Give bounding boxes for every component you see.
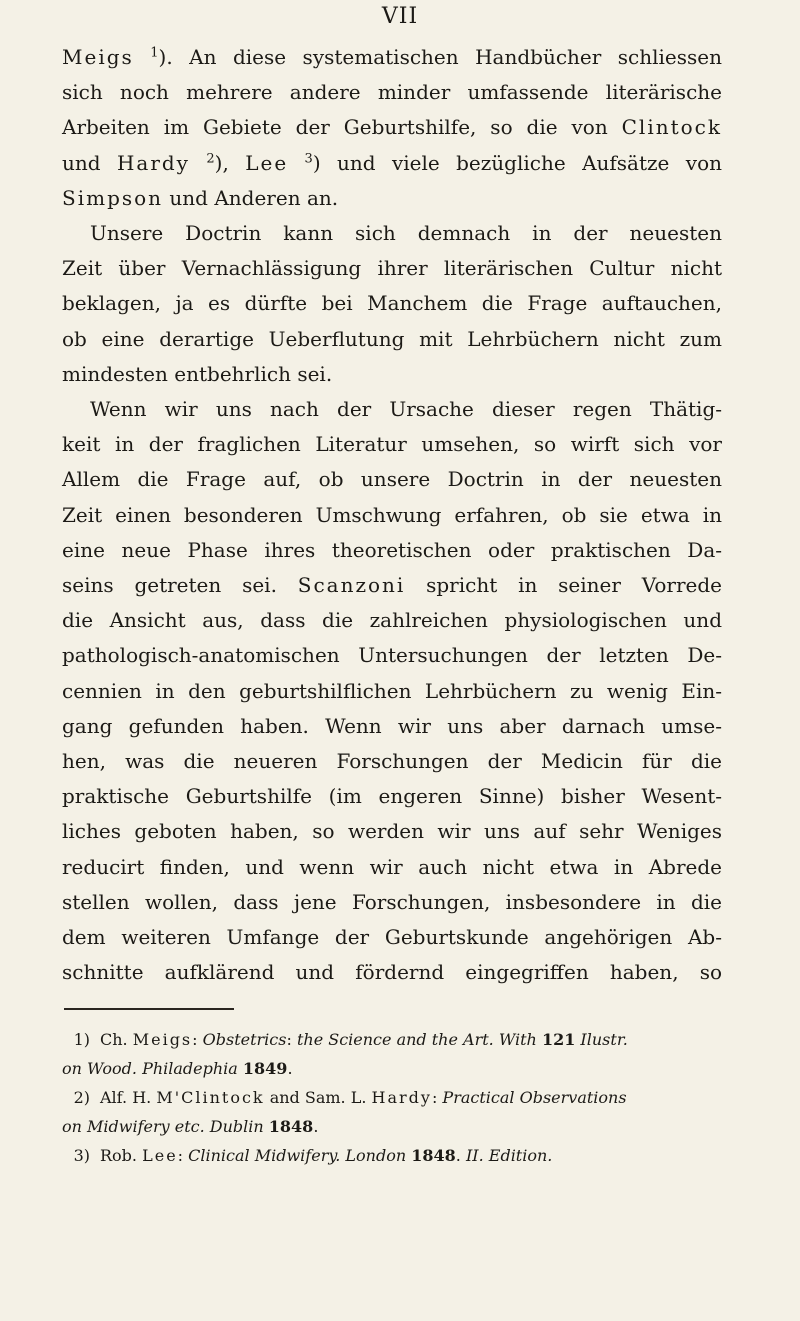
footnote-line: [62, 1083, 722, 1112]
italic-text: Clinical Midwifery. London: [188, 1146, 412, 1165]
footnote-line: [62, 1054, 722, 1083]
text-line: [62, 75, 722, 110]
text-line: [62, 181, 722, 216]
text-segment: keit in der fraglichen Literatur umsehen, so wirft sich vor: [62, 432, 722, 457]
text-segment: :: [192, 1030, 203, 1049]
text-line: [62, 427, 722, 462]
text-segment: .: [313, 1117, 319, 1136]
text-line: [62, 357, 722, 392]
footnote-line: [62, 1025, 722, 1054]
text-line: [62, 568, 722, 603]
text-line: [62, 955, 722, 990]
text-line: [62, 251, 722, 286]
author-name: Clintock: [621, 115, 722, 140]
footnote-line: [62, 1112, 722, 1141]
text-line: [62, 392, 722, 427]
footnote-rule: [64, 1008, 234, 1010]
text-line: [62, 322, 722, 357]
text-line: [62, 638, 722, 673]
text-segment: beklagen, ja es dürfte bei Manchem die Frage auftauchen,: [62, 291, 722, 316]
bold-text: 121: [541, 1030, 576, 1049]
italic-text: the Science and the Art. With: [296, 1030, 542, 1049]
italic-text: II. Edition.: [465, 1146, 553, 1165]
text-segment: [190, 151, 206, 175]
text-line: [62, 462, 722, 497]
body-text: [62, 40, 722, 990]
text-segment: liches geboten haben, so werden wir uns auf sehr Weniges: [62, 819, 722, 844]
text-segment: spricht in seiner Vorrede: [405, 573, 722, 598]
italic-text: on Midwifery etc. Dublin: [62, 1117, 269, 1136]
text-segment: .: [287, 1059, 293, 1078]
text-segment: Arbeiten im Gebiete der Geburtshilfe, so die von: [62, 115, 622, 140]
text-line: [62, 146, 722, 181]
italic-text: Obstetrics: [202, 1030, 287, 1049]
text-line: [62, 498, 722, 533]
italic-text: Practical Observations: [442, 1088, 627, 1107]
text-segment: cennien in den geburtshilflichen Lehrbüchern zu wenig Ein-: [62, 678, 722, 703]
text-line: [62, 674, 722, 709]
text-segment: eine neue Phase ihres theoretischen oder praktischen Da-: [62, 537, 722, 562]
italic-text: on Wood. Philadephia: [62, 1059, 243, 1078]
author-name: Lee: [142, 1146, 178, 1165]
text-line: [62, 744, 722, 779]
bold-text: 1848: [268, 1117, 314, 1136]
text-segment: gang gefunden haben. Wenn wir uns aber darnach umse-: [62, 713, 722, 738]
text-segment: stellen wollen, dass jene Forschungen, insbesondere in die: [62, 889, 722, 914]
footnotes: [62, 1025, 722, 1170]
text-segment: Alf. H.: [100, 1088, 157, 1107]
footnote-number: 3): [73, 1146, 90, 1165]
footnote-reference: 3: [304, 150, 313, 166]
text-segment: reducirt finden, und wenn wir auch nicht etwa in Abrede: [62, 854, 722, 879]
page-number: VII: [381, 4, 419, 29]
text-line: [62, 216, 722, 251]
text-segment: pathologisch-anatomischen Untersuchungen der letzten De-: [62, 643, 722, 668]
footnote-reference: 2: [206, 150, 215, 166]
text-line: [62, 850, 722, 885]
author-name: Simpson: [62, 185, 164, 210]
text-segment: An diese systematischen Handbücher schliessen: [172, 45, 722, 69]
text-segment: ).: [158, 45, 173, 69]
text-segment: :: [177, 1146, 189, 1165]
text-segment: :: [431, 1088, 443, 1107]
text-segment: Wenn wir uns nach der Ursache dieser regen Thätig-: [90, 397, 722, 422]
footnote-number: 1): [73, 1030, 90, 1049]
text-segment: [134, 45, 150, 69]
text-segment: ),: [214, 150, 246, 175]
text-line: [62, 603, 722, 638]
footnote-line: [62, 1141, 722, 1170]
text-segment: die Ansicht aus, dass die zahlreichen physiologischen und: [62, 608, 722, 633]
author-name: Meigs: [62, 45, 134, 69]
author-name: Scanzoni: [297, 573, 406, 598]
text-segment: Zeit einen besonderen Umschwung erfahren, ob sie etwa in: [62, 502, 722, 527]
text-line: [62, 709, 722, 744]
author-name: Hardy: [371, 1088, 432, 1107]
text-line: [62, 110, 722, 145]
text-segment: Ch.: [100, 1030, 133, 1049]
author-name: Hardy: [116, 150, 190, 175]
text-line: [62, 286, 722, 321]
text-segment: Zeit über Vernachlässigung ihrer literärischen Cultur nicht: [62, 256, 722, 281]
text-segment: dem weiteren Umfange der Geburtskunde angehörigen Ab-: [62, 925, 722, 950]
text-line: [62, 40, 722, 75]
text-segment: Allem die Frage auf, ob unsere Doctrin in der neuesten: [62, 467, 722, 492]
author-name: M'Clintock: [156, 1088, 265, 1107]
text-segment: Rob.: [100, 1146, 143, 1165]
text-line: [62, 920, 722, 955]
text-line: [62, 779, 722, 814]
bold-text: 1848: [411, 1146, 456, 1165]
text-segment: :: [286, 1030, 297, 1049]
italic-text: Ilustr.: [575, 1030, 628, 1049]
text-segment: and Sam. L.: [264, 1088, 372, 1107]
text-segment: mindesten entbehrlich sei.: [62, 361, 333, 386]
text-segment: sich noch mehrere andere minder umfassende literärische: [62, 80, 722, 105]
text-segment: und: [62, 150, 117, 175]
text-segment: ob eine derartige Ueberflutung mit Lehrbüchern nicht zum: [62, 326, 722, 351]
text-segment: hen, was die neueren Forschungen der Medicin für die: [62, 749, 722, 774]
text-segment: .: [455, 1146, 466, 1165]
text-segment: praktische Geburtshilfe (im engeren Sinne) bisher Wesent-: [62, 784, 722, 809]
text-segment: [288, 151, 304, 175]
footnote-number: 2): [73, 1088, 90, 1107]
text-segment: ) und viele bezügliche Aufsätze von: [312, 150, 722, 175]
author-name: Lee: [245, 150, 289, 175]
author-name: Meigs: [132, 1030, 193, 1049]
text-segment: und Anderen an.: [163, 185, 339, 210]
text-line: [62, 533, 722, 568]
text-segment: seins getreten sei.: [62, 573, 298, 598]
text-line: [62, 885, 722, 920]
text-segment: Unsere Doctrin kann sich demnach in der neuesten: [90, 221, 722, 246]
text-line: [62, 814, 722, 849]
footnote-reference: 1: [150, 45, 159, 61]
text-segment: schnitte aufklärend und fördernd eingegriffen haben, so: [62, 960, 722, 985]
bold-text: 1849: [242, 1059, 288, 1078]
